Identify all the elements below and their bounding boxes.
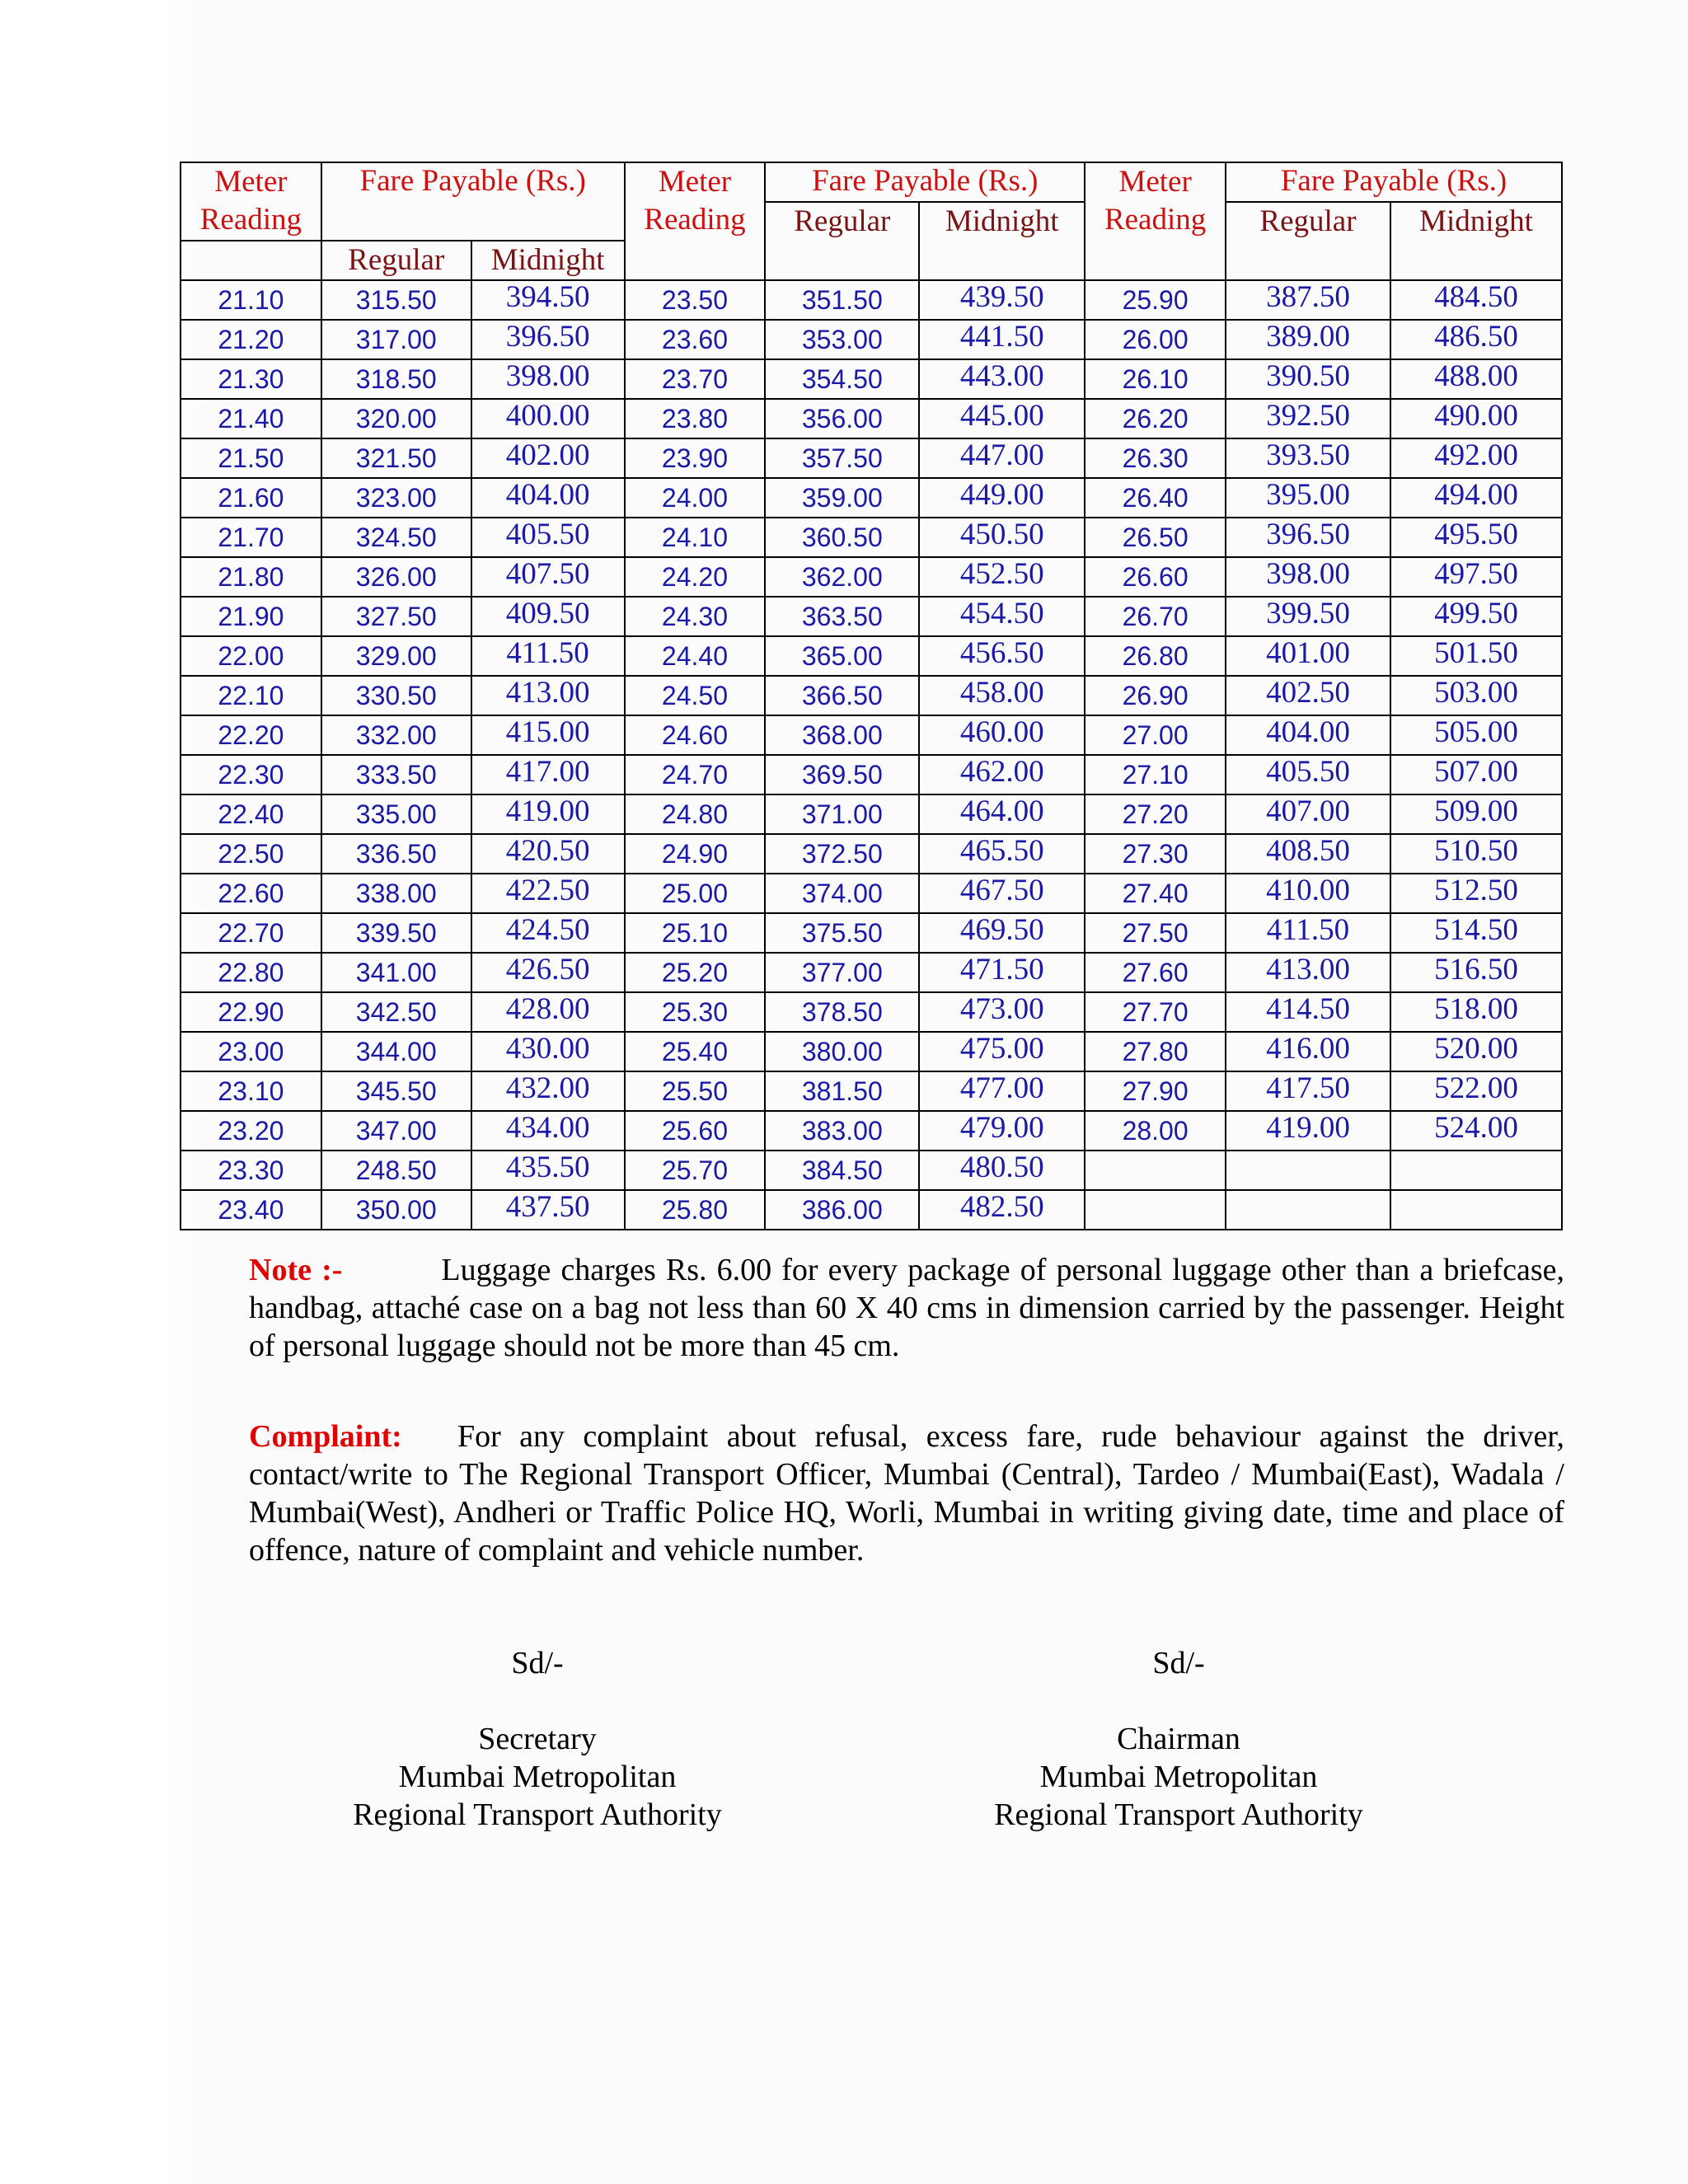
meter-reading-cell: 21.40 (181, 399, 321, 438)
regular-fare-cell: 366.50 (765, 676, 919, 715)
midnight-fare-cell: 469.50 (919, 913, 1085, 953)
regular-fare-cell: 321.50 (321, 438, 471, 478)
midnight-fare-cell: 437.50 (471, 1190, 625, 1230)
midnight-fare-cell: 510.50 (1390, 834, 1562, 874)
meter-reading-cell: 23.20 (181, 1111, 321, 1151)
meter-reading-cell: 22.20 (181, 715, 321, 755)
regular-fare-cell: 363.50 (765, 597, 919, 636)
midnight-fare-cell: 422.50 (471, 874, 625, 913)
midnight-fare-cell: 518.00 (1390, 992, 1562, 1032)
regular-fare-cell: 414.50 (1226, 992, 1390, 1032)
midnight-header-1: Midnight (471, 241, 625, 280)
meter-reading-cell: 27.90 (1085, 1071, 1226, 1111)
meter-reading-cell (1085, 1151, 1226, 1190)
meter-reading-cell: 22.00 (181, 636, 321, 676)
midnight-fare-cell: 432.00 (471, 1071, 625, 1111)
regular-fare-cell: 378.50 (765, 992, 919, 1032)
meter-reading-header-3: Meter Reading (1085, 162, 1226, 280)
meter-reading-cell: 26.60 (1085, 557, 1226, 597)
regular-fare-cell: 411.50 (1226, 913, 1390, 953)
regular-fare-cell: 417.50 (1226, 1071, 1390, 1111)
midnight-fare-cell: 501.50 (1390, 636, 1562, 676)
meter-reading-cell: 21.50 (181, 438, 321, 478)
meter-reading-cell: 25.40 (625, 1032, 766, 1071)
table-row (181, 715, 1562, 755)
meter-reading-cell: 22.40 (181, 794, 321, 834)
regular-fare-cell: 383.00 (765, 1111, 919, 1151)
sd-mark: Sd/- (511, 1646, 564, 1680)
midnight-fare-cell: 514.50 (1390, 913, 1562, 953)
meter-reading-cell: 26.50 (1085, 518, 1226, 557)
table-row (181, 1071, 1562, 1111)
midnight-fare-cell (1390, 1151, 1562, 1190)
regular-fare-cell: 369.50 (765, 755, 919, 794)
midnight-fare-cell: 396.50 (471, 320, 625, 359)
midnight-fare-cell: 441.50 (919, 320, 1085, 359)
midnight-fare-cell: 400.00 (471, 399, 625, 438)
regular-fare-cell: 381.50 (765, 1071, 919, 1111)
meter-reading-cell: 27.80 (1085, 1032, 1226, 1071)
meter-reading-cell: 26.00 (1085, 320, 1226, 359)
meter-reading-cell: 25.20 (625, 953, 766, 992)
meter-reading-cell: 27.20 (1085, 794, 1226, 834)
header-row-2 (181, 202, 1562, 241)
regular-fare-cell: 399.50 (1226, 597, 1390, 636)
signatory-title: Secretary (478, 1722, 597, 1756)
regular-fare-cell: 318.50 (321, 359, 471, 399)
regular-fare-cell: 410.00 (1226, 874, 1390, 913)
meter-reading-cell: 23.40 (181, 1190, 321, 1230)
midnight-fare-cell: 492.00 (1390, 438, 1562, 478)
midnight-fare-cell: 435.50 (471, 1151, 625, 1190)
fare-table-body (181, 280, 1562, 1230)
regular-fare-cell: 408.50 (1226, 834, 1390, 874)
note-text: Luggage charges Rs. 6.00 for every package of personal luggage other than a briefcase, handbag, attaché case on a bag not less than 60 X 40 cms in dimension carried by the passenger. Height of personal luggage should not be more than 45 cm. (249, 1253, 1564, 1363)
meter-reading-cell: 26.30 (1085, 438, 1226, 478)
regular-fare-cell: 336.50 (321, 834, 471, 874)
table-row (181, 676, 1562, 715)
table-row (181, 438, 1562, 478)
table-row (181, 834, 1562, 874)
regular-fare-cell (1226, 1190, 1390, 1230)
meter-reading-cell: 21.90 (181, 597, 321, 636)
fare-payable-spacer-1 (321, 202, 625, 241)
midnight-fare-cell: 411.50 (471, 636, 625, 676)
midnight-fare-cell: 452.50 (919, 557, 1085, 597)
midnight-fare-cell: 434.00 (471, 1111, 625, 1151)
midnight-fare-cell: 450.50 (919, 518, 1085, 557)
regular-fare-cell: 326.00 (321, 557, 471, 597)
regular-fare-cell: 380.00 (765, 1032, 919, 1071)
midnight-fare-cell: 494.00 (1390, 478, 1562, 518)
regular-fare-cell: 320.00 (321, 399, 471, 438)
meter-reading-cell: 24.90 (625, 834, 766, 874)
midnight-header-3: Midnight (1390, 202, 1562, 280)
midnight-fare-cell: 522.00 (1390, 1071, 1562, 1111)
meter-reading-cell: 24.00 (625, 478, 766, 518)
table-row (181, 1111, 1562, 1151)
regular-fare-cell: 323.00 (321, 478, 471, 518)
table-row (181, 953, 1562, 992)
meter-reading-cell: 23.60 (625, 320, 766, 359)
midnight-fare-cell: 443.00 (919, 359, 1085, 399)
meter-reading-cell: 26.10 (1085, 359, 1226, 399)
meter-reading-cell: 27.50 (1085, 913, 1226, 953)
midnight-fare-cell: 464.00 (919, 794, 1085, 834)
meter-reading-cell: 24.50 (625, 676, 766, 715)
meter-reading-cell: 23.50 (625, 280, 766, 320)
meter-reading-cell: 26.90 (1085, 676, 1226, 715)
regular-fare-cell: 396.50 (1226, 518, 1390, 557)
midnight-fare-cell: 415.00 (471, 715, 625, 755)
midnight-fare-cell: 458.00 (919, 676, 1085, 715)
signature-secretary (249, 1644, 826, 1834)
meter-reading-cell: 26.80 (1085, 636, 1226, 676)
meter-reading-cell: 21.70 (181, 518, 321, 557)
meter-reading-cell: 25.00 (625, 874, 766, 913)
midnight-fare-cell: 512.50 (1390, 874, 1562, 913)
meter-reading-cell: 22.10 (181, 676, 321, 715)
table-row (181, 557, 1562, 597)
regular-fare-cell: 362.00 (765, 557, 919, 597)
midnight-fare-cell: 503.00 (1390, 676, 1562, 715)
meter-reading-cell: 24.10 (625, 518, 766, 557)
complaint-paragraph (249, 1418, 1564, 1569)
meter-reading-cell: 24.70 (625, 755, 766, 794)
table-row (181, 280, 1562, 320)
regular-fare-cell: 387.50 (1226, 280, 1390, 320)
midnight-fare-cell: 428.00 (471, 992, 625, 1032)
regular-fare-cell: 390.50 (1226, 359, 1390, 399)
regular-fare-cell: 413.00 (1226, 953, 1390, 992)
regular-fare-cell: 351.50 (765, 280, 919, 320)
regular-fare-cell: 317.00 (321, 320, 471, 359)
meter-reading-cell (1085, 1190, 1226, 1230)
regular-fare-cell: 324.50 (321, 518, 471, 557)
sd-mark: Sd/- (1152, 1646, 1205, 1680)
meter-reading-cell: 25.50 (625, 1071, 766, 1111)
midnight-fare-cell (1390, 1190, 1562, 1230)
regular-fare-cell (1226, 1151, 1390, 1190)
table-row (181, 1151, 1562, 1190)
midnight-header-2: Midnight (919, 202, 1085, 280)
midnight-fare-cell: 495.50 (1390, 518, 1562, 557)
signatory-title: Chairman (1117, 1722, 1240, 1756)
regular-fare-cell: 354.50 (765, 359, 919, 399)
regular-fare-cell: 248.50 (321, 1151, 471, 1190)
midnight-fare-cell: 524.00 (1390, 1111, 1562, 1151)
regular-fare-cell: 353.00 (765, 320, 919, 359)
midnight-fare-cell: 439.50 (919, 280, 1085, 320)
midnight-fare-cell: 419.00 (471, 794, 625, 834)
regular-fare-cell: 338.00 (321, 874, 471, 913)
meter-reading-cell: 21.80 (181, 557, 321, 597)
meter-reading-cell: 23.90 (625, 438, 766, 478)
meter-reading-cell: 26.20 (1085, 399, 1226, 438)
signature-chairman (890, 1644, 1467, 1834)
midnight-fare-cell: 420.50 (471, 834, 625, 874)
regular-fare-cell: 350.00 (321, 1190, 471, 1230)
meter-reading-cell: 27.40 (1085, 874, 1226, 913)
midnight-fare-cell: 424.50 (471, 913, 625, 953)
midnight-fare-cell: 456.50 (919, 636, 1085, 676)
regular-fare-cell: 384.50 (765, 1151, 919, 1190)
midnight-fare-cell: 499.50 (1390, 597, 1562, 636)
regular-fare-cell: 347.00 (321, 1111, 471, 1151)
regular-fare-cell: 356.00 (765, 399, 919, 438)
midnight-fare-cell: 413.00 (471, 676, 625, 715)
regular-fare-cell: 372.50 (765, 834, 919, 874)
midnight-fare-cell: 454.50 (919, 597, 1085, 636)
regular-fare-cell: 405.50 (1226, 755, 1390, 794)
note-paragraph (249, 1251, 1564, 1365)
midnight-fare-cell: 509.00 (1390, 794, 1562, 834)
midnight-fare-cell: 398.00 (471, 359, 625, 399)
midnight-fare-cell: 409.50 (471, 597, 625, 636)
meter-reading-cell: 22.90 (181, 992, 321, 1032)
midnight-fare-cell: 407.50 (471, 557, 625, 597)
midnight-fare-cell: 480.50 (919, 1151, 1085, 1190)
regular-fare-cell: 330.50 (321, 676, 471, 715)
table-row (181, 478, 1562, 518)
signatory-org-line-1: Mumbai Metropolitan (1039, 1760, 1318, 1794)
midnight-fare-cell: 460.00 (919, 715, 1085, 755)
fare-table (180, 162, 1563, 1230)
regular-header-2: Regular (765, 202, 919, 280)
signatory-org-line-2: Regional Transport Authority (994, 1797, 1363, 1832)
midnight-fare-cell: 462.00 (919, 755, 1085, 794)
midnight-fare-cell: 490.00 (1390, 399, 1562, 438)
midnight-fare-cell: 445.00 (919, 399, 1085, 438)
table-row (181, 755, 1562, 794)
midnight-fare-cell: 479.00 (919, 1111, 1085, 1151)
midnight-fare-cell: 426.50 (471, 953, 625, 992)
regular-fare-cell: 386.00 (765, 1190, 919, 1230)
complaint-text: For any complaint about refusal, excess fare, rude behaviour against the driver, contact/write to The Regional Transport Officer, Mumbai (Central), Tardeo / Mumbai(East), Wadala / Mumbai(West), Andheri or Traffic Police HQ, Worli, Mumbai in writing giving date, time and place of offence, nature of complaint and vehicle number. (249, 1419, 1564, 1568)
meter-reading-cell: 25.90 (1085, 280, 1226, 320)
meter-reading-cell: 27.00 (1085, 715, 1226, 755)
fare-payable-header-1: Fare Payable (Rs.) (321, 162, 625, 202)
regular-fare-cell: 404.00 (1226, 715, 1390, 755)
regular-fare-cell: 327.50 (321, 597, 471, 636)
midnight-fare-cell: 465.50 (919, 834, 1085, 874)
midnight-fare-cell: 404.00 (471, 478, 625, 518)
regular-fare-cell: 393.50 (1226, 438, 1390, 478)
table-row (181, 874, 1562, 913)
header-row-1 (181, 162, 1562, 202)
regular-fare-cell: 345.50 (321, 1071, 471, 1111)
regular-fare-cell: 402.50 (1226, 676, 1390, 715)
meter-reading-cell: 24.60 (625, 715, 766, 755)
table-row (181, 518, 1562, 557)
midnight-fare-cell: 482.50 (919, 1190, 1085, 1230)
meter-reading-cell: 21.20 (181, 320, 321, 359)
midnight-fare-cell: 486.50 (1390, 320, 1562, 359)
meter-reading-cell: 22.60 (181, 874, 321, 913)
regular-fare-cell: 407.00 (1226, 794, 1390, 834)
table-row (181, 399, 1562, 438)
regular-header-1: Regular (321, 241, 471, 280)
meter-reading-cell: 21.30 (181, 359, 321, 399)
signatory-org-line-1: Mumbai Metropolitan (398, 1760, 677, 1794)
meter-reading-cell: 27.30 (1085, 834, 1226, 874)
midnight-fare-cell: 417.00 (471, 755, 625, 794)
meter-reading-cell: 23.00 (181, 1032, 321, 1071)
meter-reading-cell: 25.60 (625, 1111, 766, 1151)
meter-reading-cell: 27.10 (1085, 755, 1226, 794)
midnight-fare-cell: 467.50 (919, 874, 1085, 913)
meter-reading-cell: 27.70 (1085, 992, 1226, 1032)
meter-reading-cell: 25.70 (625, 1151, 766, 1190)
midnight-fare-cell: 505.00 (1390, 715, 1562, 755)
table-row (181, 1190, 1562, 1230)
regular-fare-cell: 401.00 (1226, 636, 1390, 676)
regular-fare-cell: 359.00 (765, 478, 919, 518)
table-row (181, 794, 1562, 834)
midnight-fare-cell: 516.50 (1390, 953, 1562, 992)
regular-fare-cell: 368.00 (765, 715, 919, 755)
signatory-org-line-2: Regional Transport Authority (353, 1797, 722, 1832)
meter-reading-cell: 24.80 (625, 794, 766, 834)
regular-fare-cell: 332.00 (321, 715, 471, 755)
midnight-fare-cell: 405.50 (471, 518, 625, 557)
regular-fare-cell: 357.50 (765, 438, 919, 478)
table-row (181, 636, 1562, 676)
meter-reading-cell: 23.10 (181, 1071, 321, 1111)
regular-fare-cell: 342.50 (321, 992, 471, 1032)
meter-reading-cell: 24.20 (625, 557, 766, 597)
complaint-label: Complaint: (249, 1419, 402, 1454)
midnight-fare-cell: 394.50 (471, 280, 625, 320)
meter-reading-cell: 21.10 (181, 280, 321, 320)
meter-reading-cell: 23.80 (625, 399, 766, 438)
regular-fare-cell: 360.50 (765, 518, 919, 557)
meter-reading-cell: 24.40 (625, 636, 766, 676)
regular-fare-cell: 419.00 (1226, 1111, 1390, 1151)
midnight-fare-cell: 488.00 (1390, 359, 1562, 399)
table-row (181, 597, 1562, 636)
regular-fare-cell: 341.00 (321, 953, 471, 992)
note-label: Note :- (249, 1253, 343, 1287)
meter-reading-cell: 21.60 (181, 478, 321, 518)
fare-payable-header-2: Fare Payable (Rs.) (765, 162, 1085, 202)
midnight-fare-cell: 475.00 (919, 1032, 1085, 1071)
meter-reading-cell: 23.70 (625, 359, 766, 399)
regular-fare-cell: 315.50 (321, 280, 471, 320)
regular-fare-cell: 335.00 (321, 794, 471, 834)
midnight-fare-cell: 507.00 (1390, 755, 1562, 794)
regular-fare-cell: 392.50 (1226, 399, 1390, 438)
regular-header-3: Regular (1226, 202, 1390, 280)
meter-reading-cell: 25.10 (625, 913, 766, 953)
regular-fare-cell: 416.00 (1226, 1032, 1390, 1071)
midnight-fare-cell: 471.50 (919, 953, 1085, 992)
fare-payable-header-3: Fare Payable (Rs.) (1226, 162, 1562, 202)
meter-reading-cell: 23.30 (181, 1151, 321, 1190)
meter-reading-cell: 25.30 (625, 992, 766, 1032)
midnight-fare-cell: 520.00 (1390, 1032, 1562, 1071)
regular-fare-cell: 398.00 (1226, 557, 1390, 597)
meter-reading-header-2: Meter Reading (625, 162, 766, 280)
meter-reading-header-1: Meter Reading (181, 162, 321, 241)
regular-fare-cell: 333.50 (321, 755, 471, 794)
midnight-fare-cell: 447.00 (919, 438, 1085, 478)
table-row (181, 1032, 1562, 1071)
midnight-fare-cell: 473.00 (919, 992, 1085, 1032)
regular-fare-cell: 374.00 (765, 874, 919, 913)
meter-reading-cell: 26.40 (1085, 478, 1226, 518)
meter-reading-cell: 24.30 (625, 597, 766, 636)
midnight-fare-cell: 484.50 (1390, 280, 1562, 320)
regular-fare-cell: 329.00 (321, 636, 471, 676)
meter-reading-cell: 28.00 (1085, 1111, 1226, 1151)
table-row (181, 913, 1562, 953)
midnight-fare-cell: 497.50 (1390, 557, 1562, 597)
midnight-fare-cell: 402.00 (471, 438, 625, 478)
meter-reading-cell: 25.80 (625, 1190, 766, 1230)
midnight-fare-cell: 430.00 (471, 1032, 625, 1071)
regular-fare-cell: 375.50 (765, 913, 919, 953)
regular-fare-cell: 339.50 (321, 913, 471, 953)
meter-reading-cell: 22.30 (181, 755, 321, 794)
table-row (181, 359, 1562, 399)
meter-reading-cell: 22.50 (181, 834, 321, 874)
regular-fare-cell: 344.00 (321, 1032, 471, 1071)
meter-reading-cell: 22.80 (181, 953, 321, 992)
regular-fare-cell: 395.00 (1226, 478, 1390, 518)
meter-reading-cell: 22.70 (181, 913, 321, 953)
midnight-fare-cell: 477.00 (919, 1071, 1085, 1111)
regular-fare-cell: 389.00 (1226, 320, 1390, 359)
meter-reading-cell: 27.60 (1085, 953, 1226, 992)
regular-fare-cell: 365.00 (765, 636, 919, 676)
midnight-fare-cell: 449.00 (919, 478, 1085, 518)
regular-fare-cell: 371.00 (765, 794, 919, 834)
meter-header-1-bottom (181, 241, 321, 280)
meter-reading-cell: 26.70 (1085, 597, 1226, 636)
regular-fare-cell: 377.00 (765, 953, 919, 992)
table-row (181, 320, 1562, 359)
table-row (181, 992, 1562, 1032)
